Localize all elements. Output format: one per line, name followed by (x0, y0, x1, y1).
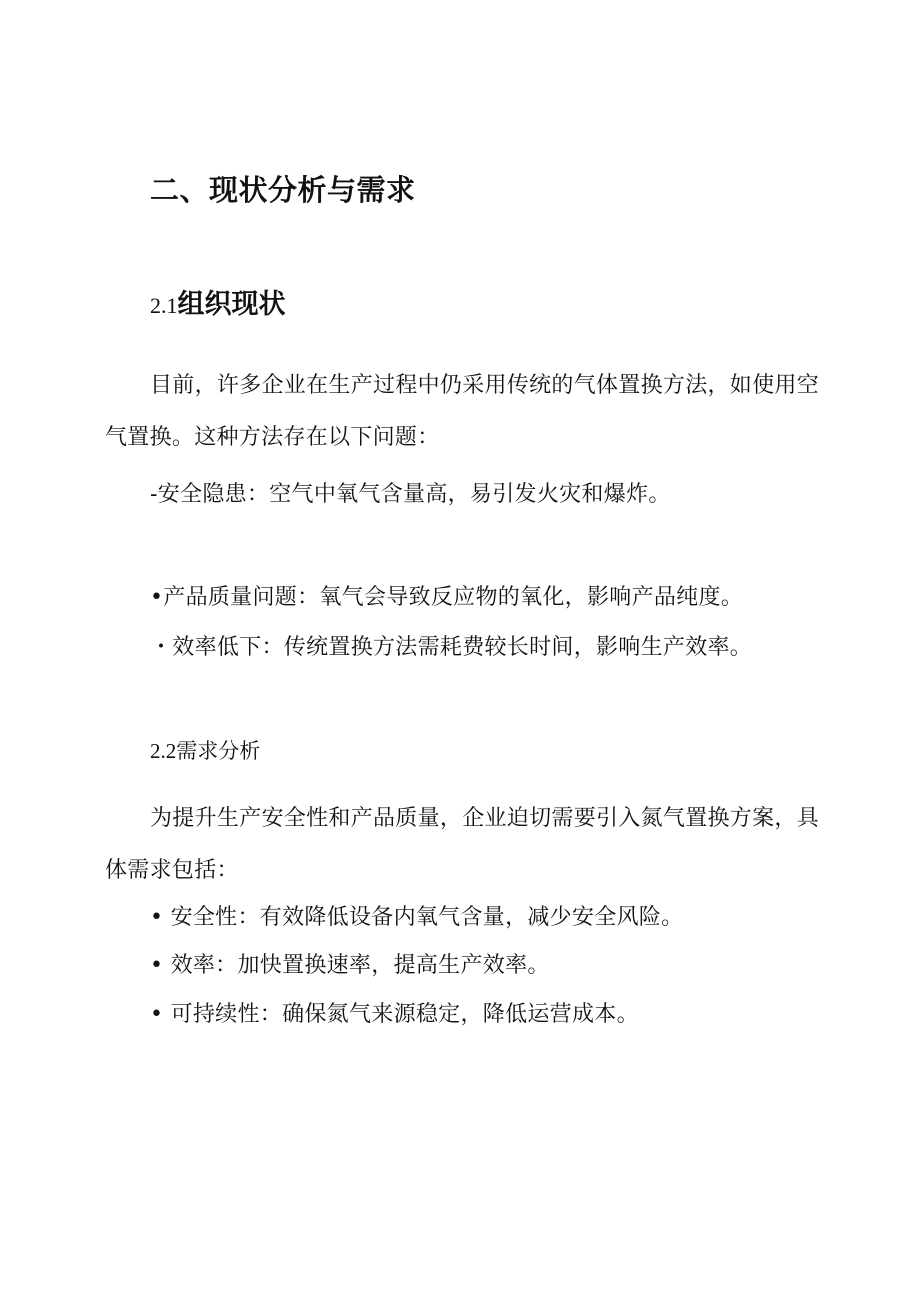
issue-item-safety: -安全隐患：空气中氧气含量高，易引发火灾和爆炸。 (150, 482, 671, 507)
subsection-heading-2-1 (150, 282, 286, 321)
subsection-heading-2-2 (150, 735, 260, 765)
need-item-sustainability: • 可持续性：确保氮气来源稳定，降低运营成本。 (150, 1002, 639, 1027)
intro-paragraph-2-1: 目前，许多企业在生产过程中仍采用传统的气体置换方法，如使用空气置换。这种方法存在以下问题： (105, 373, 820, 450)
subsection-title: 组织现状 (177, 289, 286, 320)
section-heading: 二、现状分析与需求 (150, 173, 416, 207)
issue-item-quality: •产品质量问题：氧气会导致反应物的氧化，影响产品纯度。 (150, 585, 744, 610)
need-item-efficiency: • 效率：加快置换速率，提高生产效率。 (150, 953, 550, 978)
intro-paragraph-2-2: 为提升生产安全性和产品质量，企业迫切需要引入氮气置换方案，具体需求包括： (105, 806, 820, 883)
need-item-safety: • 安全性：有效降低设备内氧气含量，减少安全风险。 (150, 905, 684, 930)
subsection-number: 2.1 (150, 293, 178, 318)
subsection-title: 需求分析 (176, 739, 261, 763)
subsection-number: 2.2 (150, 739, 177, 763)
issue-item-efficiency: ・效率低下：传统置换方法需耗费较长时间，影响生产效率。 (150, 635, 753, 660)
